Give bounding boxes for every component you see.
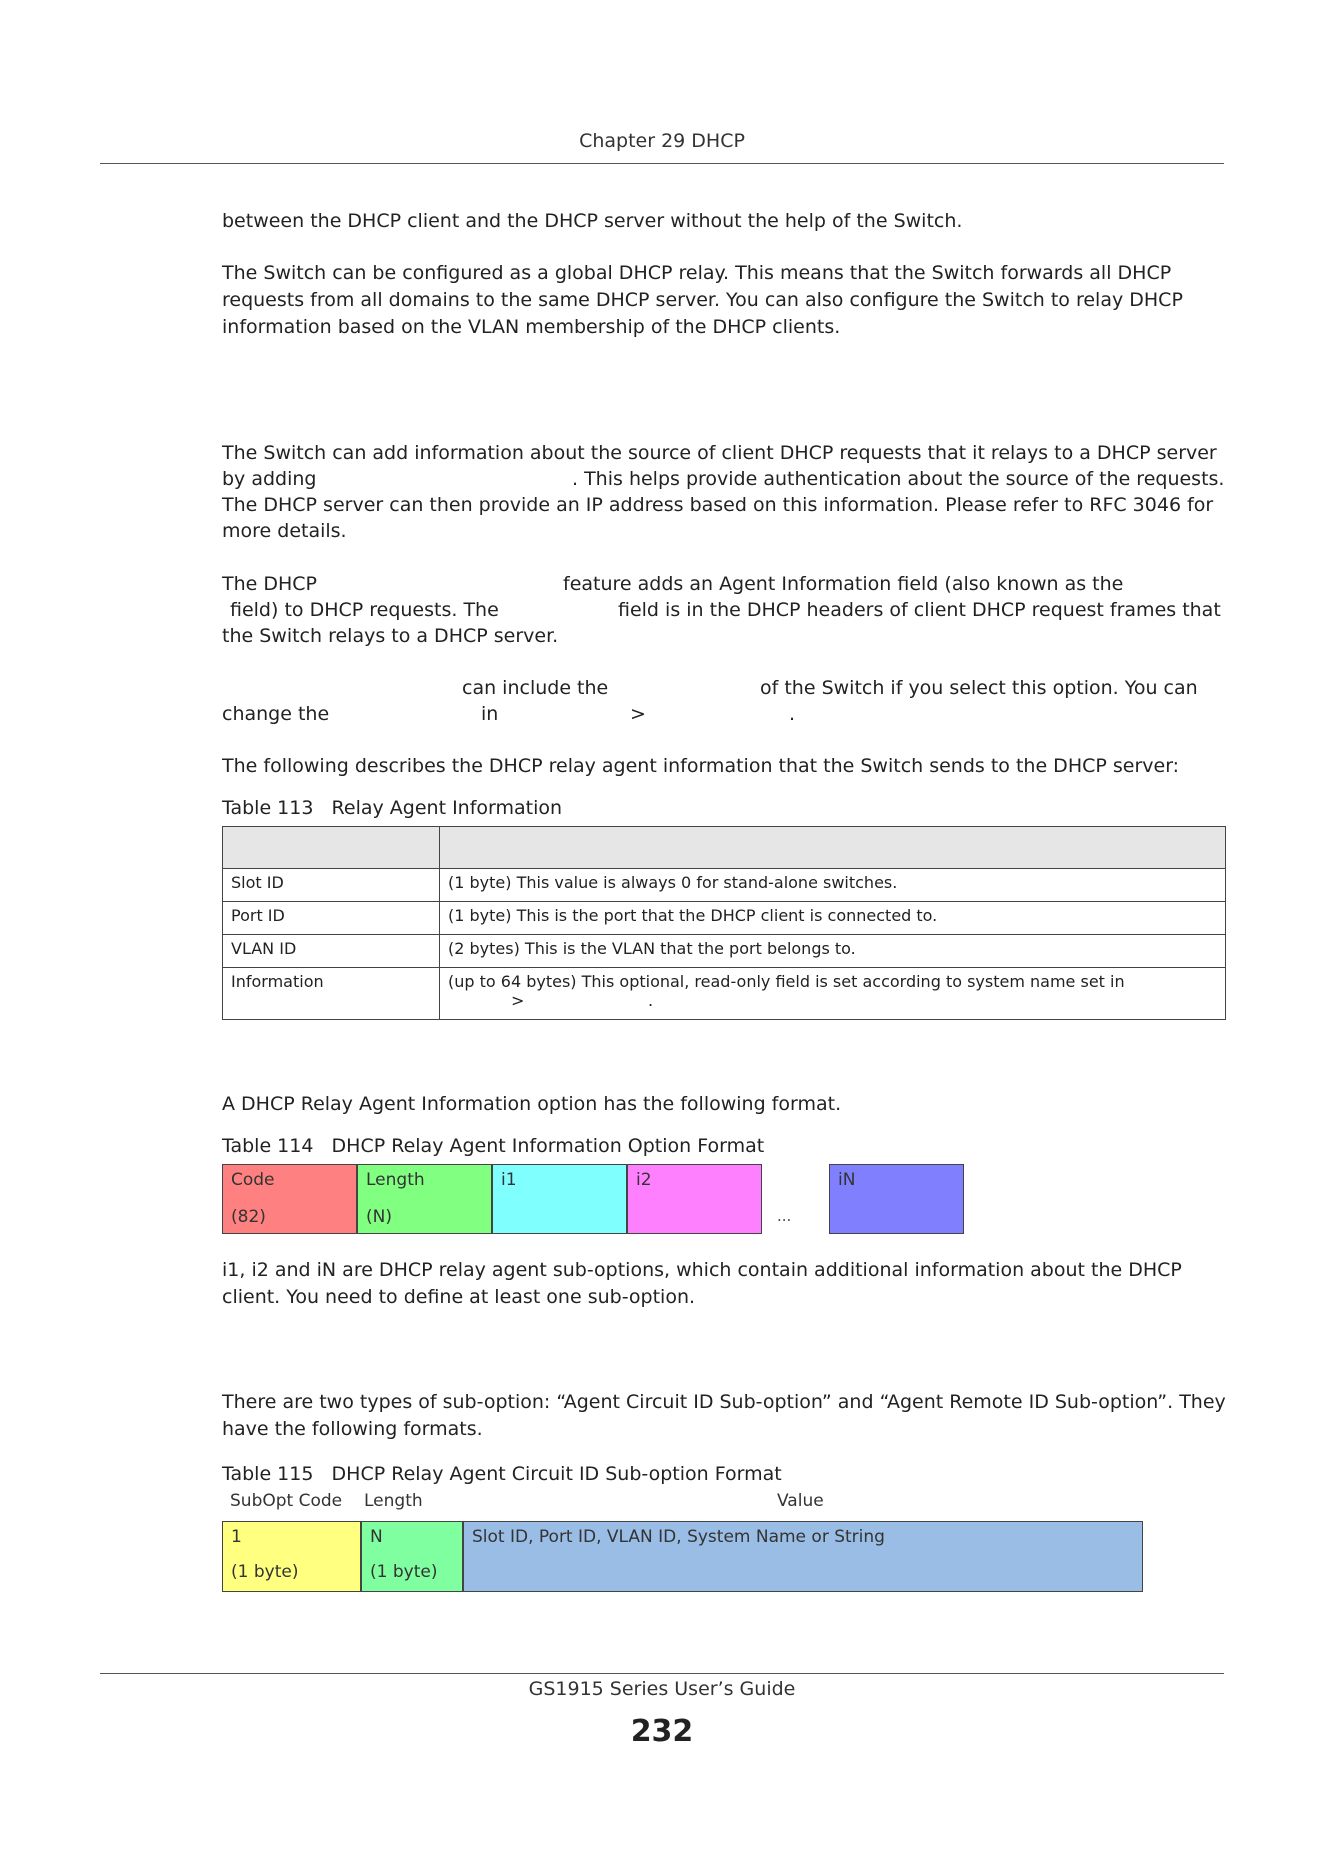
cell-label: Code [231,1170,275,1190]
desc-period: . [648,991,654,1010]
paragraph-option82-l4: more details. [222,520,347,542]
suboption-header-length: Length [364,1491,423,1511]
paragraph-agent-info-l3: the Switch relays to a DHCP server. [222,625,559,647]
cell-label: iN [838,1170,856,1190]
footer-rule [100,1673,1224,1674]
paragraph-sysname-l2a: change the [222,703,330,725]
suboption-code-cell [222,1521,361,1592]
suboption-length-cell [361,1521,463,1592]
paragraph-sysname-l2c: > [630,703,646,725]
table-header-cell [440,827,1226,869]
paragraph-option82-l2a: by adding [222,468,317,490]
table-row [223,935,1226,968]
table-row [223,968,1226,1020]
option-i1-cell [492,1164,627,1234]
footer-guide-title: GS1915 Series User’s Guide [528,1678,796,1700]
field-cell: Slot ID [223,869,440,902]
desc-cell: (1 byte) This is the port that the DHCP client is connected to. [440,902,1226,935]
option-i2-cell [627,1164,762,1234]
desc-line-1: (up to 64 bytes) This optional, read-only field is set according to system name set in [448,972,1125,991]
table-114-caption: Table 114 DHCP Relay Agent Information Option Format [222,1135,765,1157]
paragraph-agent-info-l2a: field) to DHCP requests. The [230,599,499,621]
cell-label: i1 [501,1170,517,1190]
paragraph-option82-l2b: . This helps provide authentication about the source of the requests. [572,468,1225,490]
cell-value: (N) [366,1207,392,1227]
suboption-header-value: Value [777,1491,824,1511]
page-number: 232 [630,1714,694,1749]
paragraph-option-format: A DHCP Relay Agent Information option has the following format. [222,1093,842,1115]
header-rule [100,163,1224,164]
paragraph-agent-info-l2b: field is in the DHCP headers of client DHCP request frames that [618,599,1221,621]
cell-label: 1 [231,1527,242,1547]
table-header-cell [223,827,440,869]
cell-value: (1 byte) [231,1562,299,1582]
desc-cell: (2 bytes) This is the VLAN that the port belongs to. [440,935,1226,968]
option-code-cell [222,1164,357,1234]
paragraph-sysname-l1a: can include the [462,677,609,699]
table-113-caption: Table 113 Relay Agent Information [222,797,563,819]
cell-label: Slot ID, Port ID, VLAN ID, System Name or String [472,1527,885,1547]
chapter-header: Chapter 29 DHCP [579,130,745,152]
paragraph-sysname-l2d: . [789,703,796,725]
table-row [223,902,1226,935]
field-cell: Information [223,968,440,1020]
field-cell: VLAN ID [223,935,440,968]
paragraph-sysname-l2b: in [481,703,499,725]
paragraph-option82-l1: The Switch can add information about the source of client DHCP requests that it relays to a DHCP server [222,442,1217,464]
table-115-caption: Table 115 DHCP Relay Agent Circuit ID Sub-option Format [222,1463,782,1485]
option-iN-cell [829,1164,964,1234]
table-row [223,869,1226,902]
desc-line-2 [448,991,1217,1011]
paragraph-option82-l3: The DHCP server can then provide an IP address based on this information. Please refer to RFC 3046 for [222,494,1214,516]
option-length-cell [357,1164,492,1234]
cell-label: Length [366,1170,425,1190]
field-cell: Port ID [223,902,440,935]
paragraph-sysname-l1b: of the Switch if you select this option. You can [760,677,1198,699]
desc-cell: (1 byte) This value is always 0 for stand-alone switches. [440,869,1226,902]
option-ellipsis: ... [777,1207,792,1225]
cell-label: i2 [636,1170,652,1190]
desc-arrow: > [511,991,525,1010]
paragraph-agent-info-l1b: feature adds an Agent Information field (also known as the [563,573,1124,595]
paragraph-table-intro: The following describes the DHCP relay agent information that the Switch sends to the DHCP server: [222,755,1180,777]
cell-value: (82) [231,1207,266,1227]
paragraph-suboption-types: There are two types of sub-option: “Agent Circuit ID Sub-option” and “Agent Remote ID Sub-option”. They have the following formats. [222,1391,1226,1440]
cell-label: N [370,1527,383,1547]
desc-cell [440,968,1226,1020]
paragraph-suboptions: i1, i2 and iN are DHCP relay agent sub-options, which contain additional information about the DHCP client. You need to define at least one sub-option. [222,1259,1182,1308]
cell-value: (1 byte) [370,1562,438,1582]
suboption-value-cell [463,1521,1143,1592]
suboption-header-code: SubOpt Code [230,1491,343,1511]
paragraph-global-relay: The Switch can be configured as a global DHCP relay. This means that the Switch forwards all DHCP requests from all domains to the same DHCP server. You can also configure the Switch to relay DHCP information based on the VLAN membership of the DHCP clients. [222,262,1183,338]
paragraph-intro: between the DHCP client and the DHCP server without the help of the Switch. [222,210,963,232]
paragraph-agent-info-l1a: The DHCP [222,573,318,595]
relay-agent-info-table [222,826,1226,1020]
